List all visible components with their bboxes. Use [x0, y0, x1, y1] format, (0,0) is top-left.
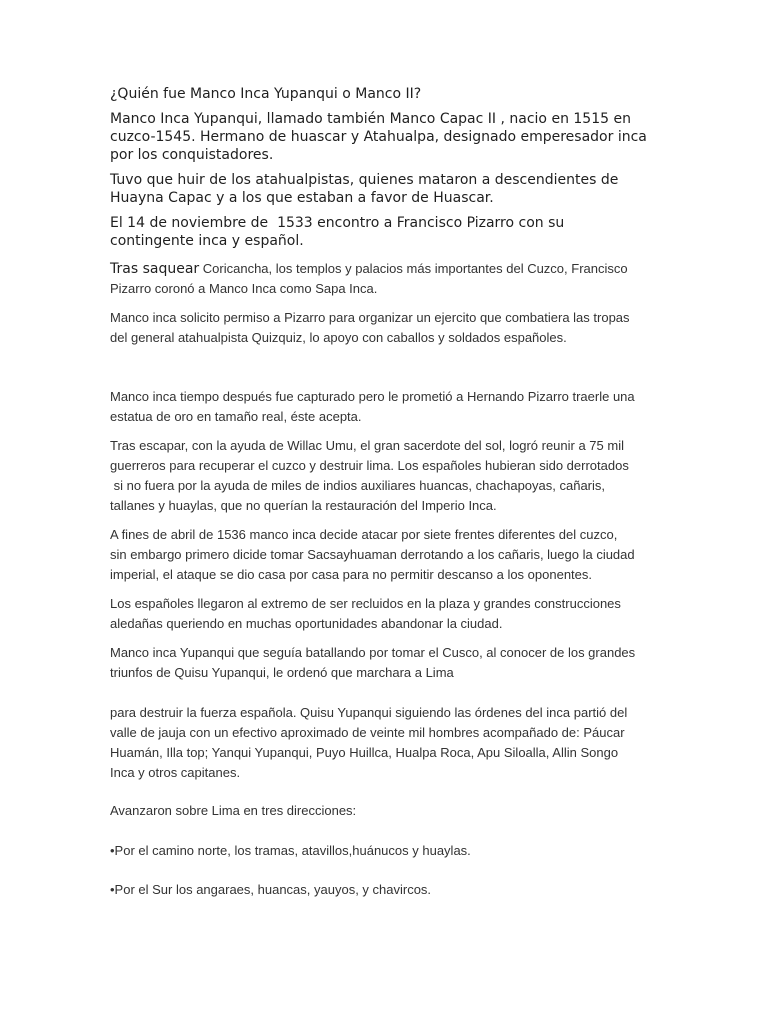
text-line: cuzco-1545. Hermano de huascar y Atahualpa, designado emperesador inca: [110, 129, 647, 145]
text-line: [110, 259, 670, 279]
bullet-item-north: •Por el camino norte, los tramas, atavillos,huánucos y huaylas.: [110, 843, 471, 858]
text-line: contingente inca y español.: [110, 233, 304, 249]
paragraph-intro: [110, 110, 670, 164]
text-line: A fines de abril de 1536 manco inca decide atacar por siete frentes diferentes del cuzco,: [110, 527, 618, 542]
text-line: valle de jauja con un efectivo aproximado de veinte mil hombres acompañado de: Páucar: [110, 725, 625, 740]
paragraph-army-request: [110, 308, 670, 348]
text-line: Tuvo que huir de los atahualpistas, quienes mataron a descendientes de: [110, 172, 619, 188]
paragraph-cusco-battle: [110, 643, 670, 683]
text-line: sin embargo primero dicide tomar Sacsayhuaman derrotando a los cañaris, luego la ciudad: [110, 547, 635, 562]
text-line: Tras escapar, con la ayuda de Willac Umu, el gran sacerdote del sol, logró reunir a 75 mil: [110, 438, 624, 453]
paragraph-capture: [110, 387, 670, 427]
paragraph-coronation: [110, 259, 670, 299]
text-line: guerreros para recuperar el cuzco y destruir lima. Los españoles hubieran sido derrotados: [110, 458, 629, 473]
text-line: aledañas queriendo en muchas oportunidades abandonar la ciudad.: [110, 616, 503, 631]
text-line: Huamán, Illa top; Yanqui Yupanqui, Puyo Huillca, Hualpa Roca, Apu Siloalla, Allin Songo: [110, 745, 619, 760]
text-line: Manco inca tiempo después fue capturado pero le prometió a Hernando Pizarro traerle una: [110, 389, 635, 404]
text-line: triunfos de Quisu Yupanqui, le ordenó que marchara a Lima: [110, 665, 454, 680]
text-line: tallanes y huaylas, que no querían la restauración del Imperio Inca.: [110, 498, 497, 513]
text-line: Pizarro coronó a Manco Inca como Sapa Inca.: [110, 281, 378, 296]
text-line: para destruir la fuerza española. Quisu Yupanqui siguiendo las órdenes del inca partió del: [110, 705, 628, 720]
text-line: Manco inca Yupanqui que seguía batallando por tomar el Cusco, al conocer de los grandes: [110, 645, 636, 660]
text-line: Inca y otros capitanes.: [110, 765, 241, 780]
text-line: imperial, el ataque se dio casa por casa para no permitir descanso a los oponentes.: [110, 567, 593, 582]
text-line: Los españoles llegaron al extremo de ser recluidos en la plaza y grandes construcciones: [110, 596, 621, 611]
text-line: estatua de oro en tamaño real, éste acepta.: [110, 409, 362, 424]
text-line: si no fuera por la ayuda de miles de indios auxiliares huancas, chachapoyas, cañaris,: [110, 478, 606, 493]
paragraph-spaniards: [110, 594, 670, 634]
paragraph-meeting: [110, 214, 670, 250]
paragraph-quisu: [110, 703, 670, 783]
text-line: del general atahualpista Quizquiz, lo apoyo con caballos y soldados españoles.: [110, 330, 567, 345]
paragraph-rest-text: Coricancha, los templos y palacios más importantes del Cuzco, Francisco: [199, 261, 628, 276]
text-line: Manco inca solicito permiso a Pizarro para organizar un ejercito que combatiera las tropas: [110, 310, 630, 325]
bullet-item-south: •Por el Sur los angaraes, huancas, yauyos, y chavircos.: [110, 882, 432, 897]
text-line: El 14 de noviembre de 1533 encontro a Francisco Pizarro con su: [110, 215, 565, 231]
text-line: por los conquistadores.: [110, 147, 274, 163]
paragraph-escape-army: [110, 436, 670, 516]
paragraph-directions: Avanzaron sobre Lima en tres direcciones:: [110, 803, 357, 818]
paragraph-lead-text: Tras saquear: [110, 261, 200, 277]
paragraph-escape: [110, 171, 670, 207]
document-title: ¿Quién fue Manco Inca Yupanqui o Manco II?: [110, 86, 422, 102]
text-line: Manco Inca Yupanqui, llamado también Manco Capac II , nacio en 1515 en: [110, 111, 631, 127]
paragraph-attack: [110, 525, 670, 585]
text-line: Huayna Capac y a los que estaban a favor de Huascar.: [110, 190, 494, 206]
